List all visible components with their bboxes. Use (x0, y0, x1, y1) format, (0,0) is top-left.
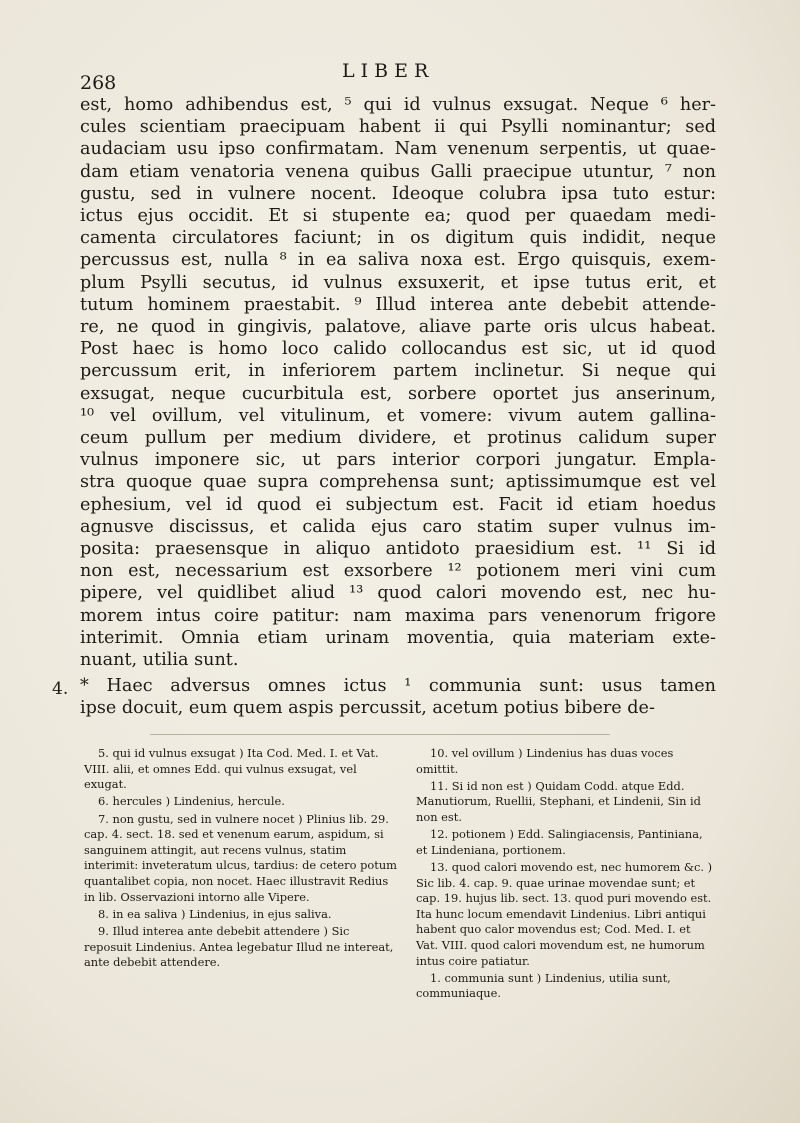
footnotes-right-column (416, 746, 714, 1003)
footnote: 5. qui id vulnus exsugat ) Ita Cod. Med. I. et Vat. VIII. alii, et omnes Edd. qui vulnus exsugat, vel exugat. (84, 746, 379, 792)
body-line: plum Psylli secutus, id vulnus exsuxerit, et ipse tutus erit, et (80, 272, 716, 293)
body-line: audaciam usu ipso confirmatam. Nam venenum serpentis, ut quae- (80, 139, 716, 160)
footnote: 7. non gustu, sed in vulnere nocet ) Plinius lib. 29. cap. 4. sect. 18. sed et venenum earum, aspidum, si sanguinem attingit, aut recens vulnus, statim interimit: inveteratum ulcus, tardius: de cetero potum quantalibet copia, non nocet. Haec illustravit Redius in lib. Osservazioni intorno alle Vipere. (84, 811, 397, 904)
footnote: 10. vel ovillum ) Lindenius has duas voces omittit. (416, 746, 674, 776)
footnote: 6. hercules ) Lindenius, hercule. (98, 794, 285, 809)
body-line: nuant, utilia sunt. (80, 650, 239, 671)
body-line: stra quoque quae supra comprehensa sunt; aptissimumque est vel (80, 472, 716, 493)
footnote: 9. Illud interea ante debebit attendere ) Sic reposuit Lindenius. Antea legebatur Illud ne intereat, ante debebit attendere. (84, 923, 394, 970)
body-line: Post haec is homo loco calido collocandus est sic, ut id quod (80, 339, 716, 360)
body-line: re, ne quod in gingivis, palatove, aliave parte oris ulcus habeat. (80, 317, 716, 338)
body-line: posita: praesensque in aliquo antidoto praesidium est. ¹¹ Si id (80, 539, 716, 560)
running-head: LIBER (342, 60, 435, 82)
body-line: est, homo adhibendus est, ⁵ qui id vulnus exsugat. Neque ⁶ her- (80, 95, 716, 115)
body-line: gustu, sed in vulnere nocent. Ideoque colubra ipsa tuto estur: (80, 183, 716, 204)
body-line: exsugat, neque cucurbitula est, sorbere oportet jus anserinum, (80, 383, 716, 404)
section-text (80, 675, 716, 719)
body-line: camenta circulatores faciunt; in os digitum quis indidit, neque (80, 228, 716, 249)
body-line: ceum pullum per medium dividere, et protinus calidum super (80, 428, 716, 449)
footnotes-left-column (84, 746, 398, 972)
body-line: vulnus imponere sic, ut pars interior corpori jungatur. Empla- (80, 450, 716, 471)
footnote: 1. communia sunt ) Lindenius, utilia sunt, communiaque. (416, 970, 671, 1001)
body-line: cules scientiam praecipuam habent ii qui Psylli nominantur; sed (80, 117, 716, 138)
body-line: percussus est, nulla ⁸ in ea saliva noxa est. Ergo quisquis, exem- (80, 250, 716, 271)
body-line: percussum erit, in inferiorem partem inclinetur. Si neque qui (80, 361, 716, 382)
footnote: 8. in ea saliva ) Lindenius, in ejus saliva. (98, 906, 332, 921)
footnote-rule (150, 734, 610, 735)
page-number: 268 (80, 72, 117, 94)
body-line: interimit. Omnia etiam urinam moventia, quia materiam exte- (80, 627, 716, 648)
body-line: ictus ejus occidit. Et si stupente ea; quod per quaedam medi- (80, 206, 716, 227)
footnote: 11. Si id non est ) Quidam Codd. atque Edd. Manutiorum, Ruellii, Stephani, et Lindenii, Sin id non est. (416, 778, 701, 824)
footnote: 13. quod calori movendo est, nec humorem &c. ) Sic lib. 4. cap. 9. quae urinae movendae sunt; et cap. 19. hujus lib. sect. 13. quod puri movendo est. Ita hunc locum emendavit Lindenius. Libri antiqui habent quo calor movendus est; Cod. Med. I. et Vat. VIII. quod calori movendum est, ne humorum intus coire patiatur. (416, 859, 713, 968)
body-line: non est, necessarium est exsorbere ¹² potionem meri vini cum (80, 561, 716, 582)
footnote: 12. potionem ) Edd. Salingiacensis, Pantiniana, et Lindeniana, portionem. (416, 827, 703, 857)
body-line: dam etiam venatoria venena quibus Galli praecipue utuntur, ⁷ non (80, 161, 716, 182)
body-line: agnusve discissus, et calida ejus caro statim super vulnus im- (80, 516, 716, 537)
section-line: * Haec adversus omnes ictus ¹ communia sunt: usus tamen (80, 676, 716, 696)
body-line: pipere, vel quidlibet aliud ¹³ quod calori movendo est, nec hu- (80, 583, 716, 604)
body-line: morem intus coire patitur: nam maxima pars venenorum frigore (80, 605, 716, 626)
main-text (80, 94, 716, 671)
page-header (80, 58, 720, 94)
body-line: ¹⁰ vel ovillum, vel vitulinum, et vomere: vivum autem gallina- (80, 405, 716, 426)
body-line: tutum hominem praestabit. ⁹ Illud interea ante debebit attende- (80, 294, 716, 315)
section-line: ipse docuit, eum quem aspis percussit, acetum potius bibere de- (80, 698, 655, 719)
section-number: 4. (52, 679, 69, 699)
body-line: ephesium, vel id quod ei subjectum est. Facit id etiam hoedus (80, 494, 716, 515)
